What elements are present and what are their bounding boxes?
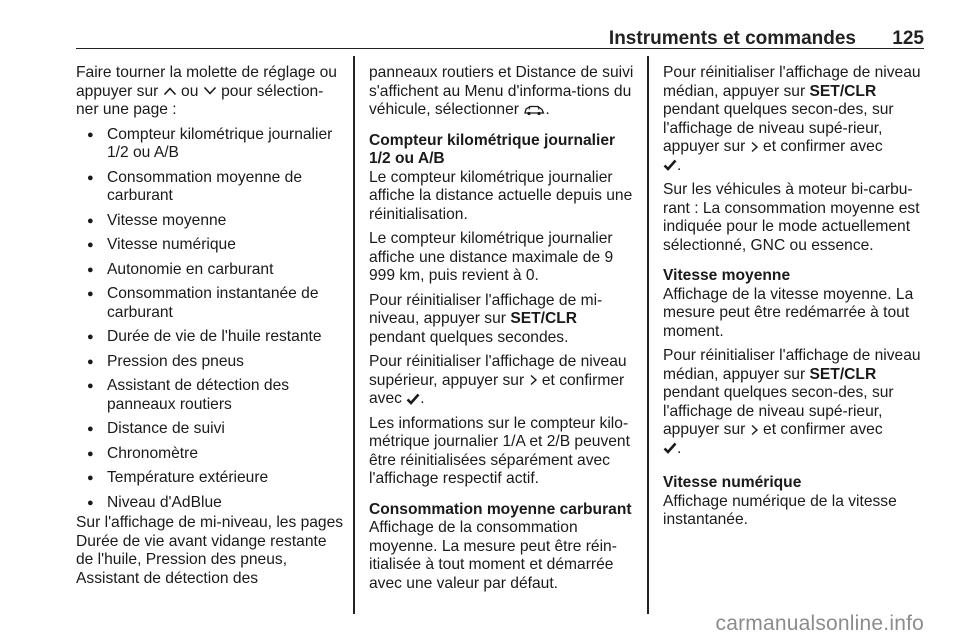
column-right xyxy=(663,64,931,536)
paragraph: Les informations sur le compteur kilo-métrique journalier 1/A et 2/B peuvent être réinitialisées séparément avec l'affichage respectif actif. xyxy=(369,414,630,487)
key-label: SET/CLR xyxy=(809,365,877,383)
chevron-up-icon xyxy=(163,86,177,96)
page-number: 125 xyxy=(892,28,924,49)
paragraph: Le compteur kilométrique journalier affiche la distance actuelle depuis une réinitialisation. xyxy=(369,168,633,223)
heading-average-consumption: Consommation moyenne carburant xyxy=(369,500,632,518)
list-item: ● Compteur kilométrique journalier 1/2 ou A/B xyxy=(76,126,344,163)
paragraph: Sur les véhicules à moteur bi-carbu-rant : La consommation moyenne est indiquée pour le mode actuellement sélectionné, GNC ou essence. xyxy=(663,181,920,254)
key-label: SET/CLR xyxy=(809,82,877,100)
heading-digital-speed: Vitesse numérique xyxy=(663,474,802,491)
paragraph: Affichage numérique de la vitesse instantanée. xyxy=(663,492,897,528)
list-item: ● Consommation moyenne de carburant xyxy=(76,169,344,206)
car-icon xyxy=(523,104,545,116)
paragraph: Affichage de la vitesse moyenne. La mesure peut être redémarrée à tout moment. xyxy=(663,285,914,340)
intro-paragraph: Faire tourner la molette de réglage ou appuyer sur ou pour sélection-ner une page : xyxy=(76,64,337,118)
paragraph: Pour réinitialiser l'affichage de niveau médian, appuyer sur SET/CLR pendant quelques secon-des, sur l'affichage de niveau supé-rieur, appuyer sur et confirmer avec . xyxy=(663,64,921,174)
chevron-right-icon xyxy=(529,374,538,386)
paragraph: Pour réinitialiser l'affichage de niveau supérieur, appuyer sur et confirmer avec . xyxy=(369,353,627,407)
list-item: ● Niveau d'AdBlue xyxy=(76,494,344,513)
list-item: ● Consommation instantanée de carburant xyxy=(76,285,344,322)
column-middle xyxy=(369,64,636,599)
column-divider xyxy=(647,56,649,614)
chevron-right-icon xyxy=(750,424,759,436)
column-divider xyxy=(353,56,355,614)
watermark: carmanualsonline.info xyxy=(715,612,924,635)
page-list xyxy=(76,126,344,513)
chevron-right-icon xyxy=(750,141,759,153)
column-left xyxy=(76,64,344,594)
heading-average-speed: Vitesse moyenne xyxy=(663,267,791,284)
paragraph: Le compteur kilométrique journalier affiche une distance maximale de 9 999 km, puis revient à 0. xyxy=(369,230,614,284)
list-item: ● Vitesse moyenne xyxy=(76,212,344,231)
list-item: ● Distance de suivi xyxy=(76,420,344,439)
page-header xyxy=(76,0,924,49)
list-item: ● Durée de vie de l'huile restante xyxy=(76,328,344,347)
key-label: SET/CLR xyxy=(510,310,578,327)
checkmark-icon xyxy=(406,393,420,405)
paragraph: Pour réinitialiser l'affichage de mi-niveau, appuyer sur SET/CLR pendant quelques secondes. xyxy=(369,291,603,346)
list-item: ● Autonomie en carburant xyxy=(76,261,344,280)
list-item: ● Assistant de détection des panneaux routiers xyxy=(76,377,344,414)
list-item: ● Vitesse numérique xyxy=(76,236,344,255)
paragraph: Affichage de la consommation moyenne. La mesure peut être réin-itialisée à tout moment et démarrée avec une valeur par défaut. xyxy=(369,519,617,592)
section-title: Instruments et commandes xyxy=(608,28,856,49)
chevron-down-icon xyxy=(203,86,217,96)
outro-paragraph: Sur l'affichage de mi-niveau, les pages Durée de vie avant vidange restante de l'huile, Pression des pneus, Assistant de détection des xyxy=(76,514,344,587)
list-item: ● Pression des pneus xyxy=(76,353,344,372)
continued-paragraph: panneaux routiers et Distance de suivi s'affichent au Menu d'informa-tions du véhicule, sélectionner . xyxy=(369,64,634,118)
list-item: ● Chronomètre xyxy=(76,445,344,464)
checkmark-icon xyxy=(663,442,677,454)
heading-trip-odometer: Compteur kilométrique journalier 1/2 ou A/B xyxy=(369,131,616,167)
checkmark-icon xyxy=(663,159,677,171)
list-item: ● Température extérieure xyxy=(76,469,344,488)
paragraph: Pour réinitialiser l'affichage de niveau médian, appuyer sur SET/CLR pendant quelques secon-des, sur l'affichage de niveau supé-rieur, appuyer sur et confirmer avec . xyxy=(663,347,921,457)
